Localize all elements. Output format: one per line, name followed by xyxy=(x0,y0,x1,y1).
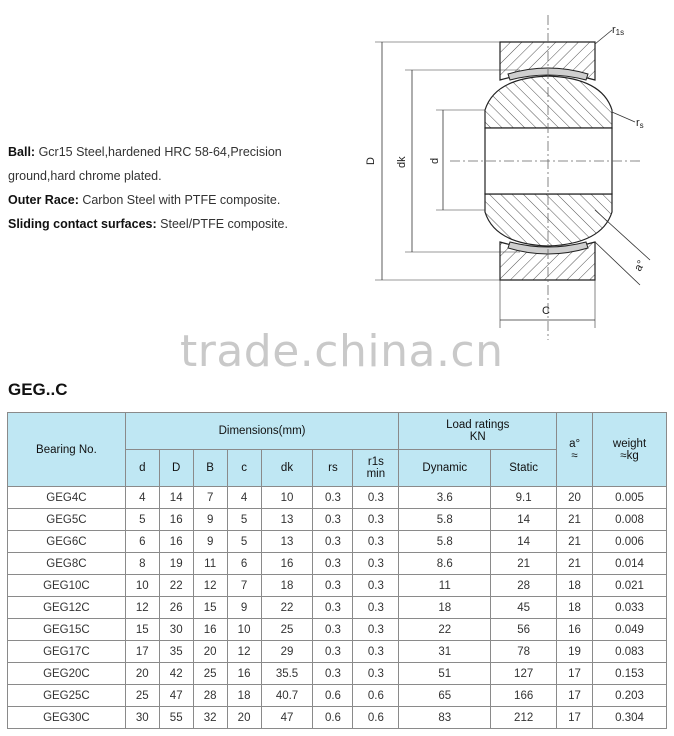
table-cell: 0.153 xyxy=(593,663,667,685)
table-cell: 0.3 xyxy=(353,531,399,553)
table-cell: 22 xyxy=(261,597,313,619)
header-static: Static xyxy=(491,450,557,487)
table-cell: 16 xyxy=(227,663,261,685)
header-dynamic: Dynamic xyxy=(399,450,491,487)
table-row xyxy=(8,597,667,619)
table-cell: 0.3 xyxy=(353,597,399,619)
table-cell: 12 xyxy=(193,575,227,597)
leader-rs xyxy=(612,112,635,122)
table-cell: 20 xyxy=(557,487,593,509)
table-cell: 18 xyxy=(261,575,313,597)
table-cell: 18 xyxy=(557,597,593,619)
spec-outer-race: Outer Race: Carbon Steel with PTFE composite. xyxy=(8,193,281,207)
table-cell: 32 xyxy=(193,707,227,729)
header-D: D xyxy=(159,450,193,487)
table-cell: 0.3 xyxy=(313,531,353,553)
table-cell: 0.6 xyxy=(353,707,399,729)
table-row xyxy=(8,707,667,729)
table-cell: 56 xyxy=(491,619,557,641)
table-cell: 9 xyxy=(227,597,261,619)
bearing-number-cell: GEG6C xyxy=(8,531,126,553)
header-weight: weight ≈kg xyxy=(593,413,667,487)
table-cell: 0.005 xyxy=(593,487,667,509)
table-cell: 17 xyxy=(557,685,593,707)
table-cell: 6 xyxy=(125,531,159,553)
table-cell: 14 xyxy=(491,509,557,531)
table-row xyxy=(8,553,667,575)
table-cell: 0.6 xyxy=(313,685,353,707)
table-cell: 21 xyxy=(557,509,593,531)
header-B: B xyxy=(193,450,227,487)
table-row xyxy=(8,531,667,553)
table-cell: 5.8 xyxy=(399,531,491,553)
label-angle: a° xyxy=(632,258,648,274)
table-cell: 9.1 xyxy=(491,487,557,509)
table-cell: 11 xyxy=(399,575,491,597)
table-cell: 0.008 xyxy=(593,509,667,531)
table-cell: 40.7 xyxy=(261,685,313,707)
table-cell: 0.3 xyxy=(353,619,399,641)
table-row xyxy=(8,663,667,685)
table-cell: 9 xyxy=(193,531,227,553)
table-cell: 0.6 xyxy=(313,707,353,729)
table-cell: 16 xyxy=(261,553,313,575)
table-cell: 21 xyxy=(491,553,557,575)
angle-line-2 xyxy=(595,242,640,285)
bearing-number-cell: GEG25C xyxy=(8,685,126,707)
bearing-number-cell: GEG4C xyxy=(8,487,126,509)
header-rs: rs xyxy=(313,450,353,487)
header-r1s-min: r1s min xyxy=(353,450,399,487)
table-cell: 0.304 xyxy=(593,707,667,729)
table-cell: 25 xyxy=(125,685,159,707)
table-cell: 15 xyxy=(125,619,159,641)
table-cell: 0.083 xyxy=(593,641,667,663)
table-cell: 8 xyxy=(125,553,159,575)
table-cell: 22 xyxy=(399,619,491,641)
table-cell: 22 xyxy=(159,575,193,597)
table-cell: 35.5 xyxy=(261,663,313,685)
table-cell: 42 xyxy=(159,663,193,685)
table-cell: 212 xyxy=(491,707,557,729)
leader-r1s xyxy=(595,30,612,44)
table-cell: 20 xyxy=(227,707,261,729)
table-cell: 16 xyxy=(193,619,227,641)
header-load-ratings: Load ratings KN xyxy=(399,413,557,450)
table-cell: 0.3 xyxy=(353,509,399,531)
table-cell: 14 xyxy=(159,487,193,509)
header-bearing-no: Bearing No. xyxy=(8,413,126,487)
table-cell: 11 xyxy=(193,553,227,575)
table-body xyxy=(8,487,667,729)
table-cell: 47 xyxy=(261,707,313,729)
bearing-number-cell: GEG15C xyxy=(8,619,126,641)
table-cell: 0.3 xyxy=(313,597,353,619)
table-cell: 7 xyxy=(193,487,227,509)
table-cell: 0.3 xyxy=(353,553,399,575)
table-cell: 45 xyxy=(491,597,557,619)
table-cell: 0.049 xyxy=(593,619,667,641)
table-cell: 4 xyxy=(125,487,159,509)
table-cell: 0.3 xyxy=(313,575,353,597)
table-cell: 9 xyxy=(193,509,227,531)
table-cell: 10 xyxy=(261,487,313,509)
table-cell: 10 xyxy=(125,575,159,597)
table-cell: 20 xyxy=(193,641,227,663)
table-cell: 0.3 xyxy=(313,487,353,509)
table-cell: 17 xyxy=(557,663,593,685)
bearing-number-cell: GEG17C xyxy=(8,641,126,663)
table-cell: 15 xyxy=(193,597,227,619)
bearing-number-cell: GEG20C xyxy=(8,663,126,685)
table-cell: 0.006 xyxy=(593,531,667,553)
table-cell: 12 xyxy=(227,641,261,663)
table-cell: 5 xyxy=(125,509,159,531)
table-cell: 0.6 xyxy=(353,685,399,707)
bearing-number-cell: GEG10C xyxy=(8,575,126,597)
table-cell: 6 xyxy=(227,553,261,575)
table-cell: 21 xyxy=(557,531,593,553)
table-cell: 18 xyxy=(557,575,593,597)
table-cell: 5 xyxy=(227,509,261,531)
table-cell: 0.3 xyxy=(313,553,353,575)
table-cell: 0.203 xyxy=(593,685,667,707)
table-cell: 47 xyxy=(159,685,193,707)
table-cell: 0.3 xyxy=(353,575,399,597)
table-cell: 55 xyxy=(159,707,193,729)
inner-ring-top xyxy=(485,76,612,128)
table-cell: 0.033 xyxy=(593,597,667,619)
table-cell: 17 xyxy=(557,707,593,729)
header-d: d xyxy=(125,450,159,487)
table-row xyxy=(8,487,667,509)
label-D: D xyxy=(365,157,377,165)
table-row xyxy=(8,641,667,663)
table-cell: 30 xyxy=(125,707,159,729)
bearing-number-cell: GEG30C xyxy=(8,707,126,729)
table-cell: 19 xyxy=(557,641,593,663)
inner-ring-bottom xyxy=(485,194,612,246)
table-cell: 0.3 xyxy=(313,663,353,685)
table-cell: 28 xyxy=(193,685,227,707)
spec-ball: Ball: Gcr15 Steel,hardened HRC 58-64,Precision ground,hard chrome plated. xyxy=(8,145,282,183)
table-cell: 127 xyxy=(491,663,557,685)
table-cell: 78 xyxy=(491,641,557,663)
angle-line-1 xyxy=(595,210,650,260)
table-cell: 10 xyxy=(227,619,261,641)
bearing-cross-section-drawing xyxy=(350,10,670,350)
table-cell: 18 xyxy=(227,685,261,707)
label-dk: dk xyxy=(396,156,408,168)
bearing-number-cell: GEG12C xyxy=(8,597,126,619)
watermark: trade.china.cn xyxy=(180,326,504,377)
bearing-number-cell: GEG8C xyxy=(8,553,126,575)
table-cell: 5 xyxy=(227,531,261,553)
table-cell: 18 xyxy=(399,597,491,619)
table-cell: 0.3 xyxy=(313,641,353,663)
table-cell: 26 xyxy=(159,597,193,619)
header-angle: a° ≈ xyxy=(557,413,593,487)
table-cell: 13 xyxy=(261,531,313,553)
table-cell: 19 xyxy=(159,553,193,575)
table-cell: 29 xyxy=(261,641,313,663)
table-cell: 14 xyxy=(491,531,557,553)
table-cell: 13 xyxy=(261,509,313,531)
table-row xyxy=(8,509,667,531)
table-cell: 31 xyxy=(399,641,491,663)
header-dimensions: Dimensions(mm) xyxy=(125,413,399,450)
table-row xyxy=(8,685,667,707)
table-cell: 0.3 xyxy=(313,619,353,641)
table-cell: 166 xyxy=(491,685,557,707)
table-cell: 0.3 xyxy=(353,641,399,663)
section-title: GEG..C xyxy=(8,380,68,399)
table-cell: 16 xyxy=(159,531,193,553)
label-d: d xyxy=(429,157,441,164)
table-cell: 8.6 xyxy=(399,553,491,575)
table-cell: 51 xyxy=(399,663,491,685)
table-cell: 0.3 xyxy=(313,509,353,531)
table-cell: 16 xyxy=(557,619,593,641)
spec-sliding-surfaces: Sliding contact surfaces: Steel/PTFE composite. xyxy=(8,217,288,231)
table-cell: 3.6 xyxy=(399,487,491,509)
table-cell: 83 xyxy=(399,707,491,729)
bearing-number-cell: GEG5C xyxy=(8,509,126,531)
table-cell: 12 xyxy=(125,597,159,619)
material-specs xyxy=(8,140,308,236)
label-r1s: r1s xyxy=(612,24,625,37)
label-C: C xyxy=(542,305,550,317)
table-cell: 0.014 xyxy=(593,553,667,575)
table-cell: 28 xyxy=(491,575,557,597)
table-cell: 5.8 xyxy=(399,509,491,531)
table-row xyxy=(8,619,667,641)
table-cell: 21 xyxy=(557,553,593,575)
table-cell: 7 xyxy=(227,575,261,597)
table-cell: 0.021 xyxy=(593,575,667,597)
table-cell: 25 xyxy=(193,663,227,685)
table-cell: 0.3 xyxy=(353,487,399,509)
table-cell: 16 xyxy=(159,509,193,531)
header-dk: dk xyxy=(261,450,313,487)
table-cell: 30 xyxy=(159,619,193,641)
table-cell: 20 xyxy=(125,663,159,685)
table-cell: 17 xyxy=(125,641,159,663)
table-row xyxy=(8,575,667,597)
table-cell: 0.3 xyxy=(353,663,399,685)
header-c: c xyxy=(227,450,261,487)
table-cell: 4 xyxy=(227,487,261,509)
table-cell: 35 xyxy=(159,641,193,663)
table-cell: 65 xyxy=(399,685,491,707)
bearing-spec-table xyxy=(7,412,667,729)
label-rs: rs xyxy=(636,117,644,130)
table-cell: 25 xyxy=(261,619,313,641)
